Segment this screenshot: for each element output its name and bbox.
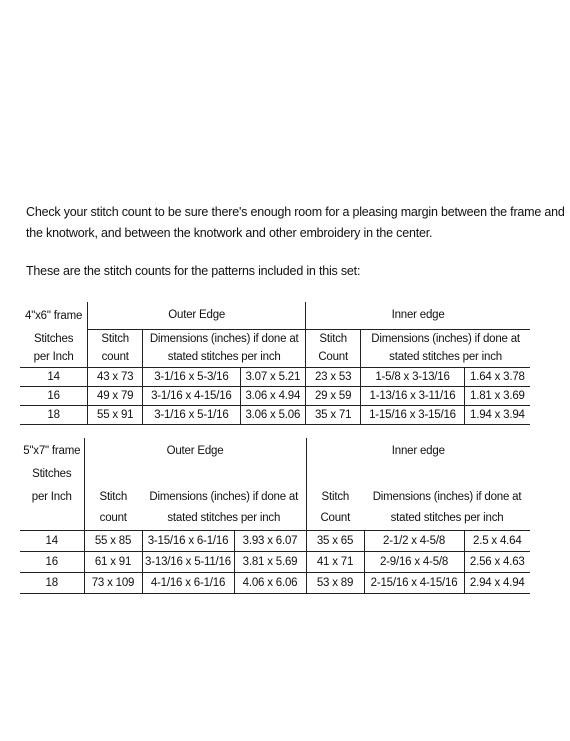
frame-label: 4"x6" frame: [20, 302, 88, 329]
outer-dimensions-header-2: stated stitches per inch: [142, 506, 306, 530]
inner-edge-header: Inner edge: [306, 438, 530, 464]
outer-fraction-cell: 3-1/16 x 5-1/16: [143, 405, 240, 424]
outer-fraction-cell: 3-1/16 x 5-3/16: [143, 367, 240, 386]
table-row: [20, 530, 530, 551]
outer-dimensions-header: Dimensions (inches) if done at: [149, 491, 299, 503]
inner-edge-header: Inner edge: [306, 302, 530, 329]
inner-count-cell: 35 x 71: [306, 405, 361, 424]
inner-fraction-cell: 1-15/16 x 3-15/16: [361, 405, 465, 424]
inner-decimal-cell: 1.81 x 3.69: [464, 386, 530, 405]
inner-fraction-cell: 2-15/16 x 4-15/16: [364, 572, 464, 593]
inner-count-header-2: Count: [306, 348, 361, 367]
spi-cell: 16: [20, 551, 84, 572]
inner-count-cell: 23 x 53: [306, 367, 361, 386]
outer-count-cell: 61 x 91: [84, 551, 142, 572]
inner-dimensions-header-2: stated stitches per inch: [361, 348, 530, 367]
intro-line-1: Check your stitch count to be sure there's enough room for a pleasing margin between the frame and: [26, 205, 565, 219]
outer-decimal-cell: 3.93 x 6.07: [234, 530, 306, 551]
inner-decimal-cell: 2.56 x 4.63: [464, 551, 530, 572]
spi-cell: 18: [20, 405, 88, 424]
inner-decimal-cell: 2.5 x 4.64: [464, 530, 530, 551]
outer-count-header: Stitch: [99, 491, 128, 503]
inner-fraction-cell: 2-9/16 x 4-5/8: [364, 551, 464, 572]
per-inch-label: per Inch: [20, 488, 84, 506]
stitch-table-4x6: [20, 302, 530, 425]
spi-cell: 18: [20, 572, 84, 593]
inner-count-cell: 35 x 65: [306, 530, 364, 551]
outer-count-cell: 55 x 91: [88, 405, 143, 424]
frame-label: 5"x7" frame: [20, 438, 84, 464]
outer-count-cell: 43 x 73: [88, 367, 143, 386]
outer-edge-header: Outer Edge: [166, 445, 224, 457]
outer-dimensions-header-2: stated stitches per inch: [143, 348, 306, 367]
spi-cell: 14: [20, 367, 88, 386]
outer-decimal-cell: 3.06 x 4.94: [240, 386, 306, 405]
spi-cell: 16: [20, 386, 88, 405]
inner-decimal-cell: 1.94 x 3.94: [464, 405, 530, 424]
outer-decimal-cell: 3.81 x 5.69: [234, 551, 306, 572]
inner-count-header-2: Count: [306, 506, 364, 530]
spi-cell: 14: [20, 530, 84, 551]
inner-fraction-cell: 1-5/8 x 3-13/16: [361, 367, 465, 386]
inner-dimensions-header-2: stated stitches per inch: [364, 506, 530, 530]
outer-fraction-cell: 3-1/16 x 4-15/16: [143, 386, 240, 405]
table-row: [20, 405, 530, 424]
stitches-label: Stitches: [20, 464, 84, 484]
outer-fraction-cell: 3-13/16 x 5-11/16: [142, 551, 234, 572]
inner-count-cell: 41 x 71: [306, 551, 364, 572]
outer-count-header-2: count: [88, 348, 143, 367]
intro-line-2: the knotwork, and between the knotwork and other embroidery in the center.: [26, 226, 433, 240]
inner-dimensions-header: Dimensions (inches) if done at: [361, 329, 530, 348]
outer-count-header: Stitch: [88, 329, 143, 348]
stitch-table-5x7: [20, 438, 530, 594]
per-inch-label: per Inch: [20, 348, 88, 367]
outer-count-cell: 49 x 79: [88, 386, 143, 405]
outer-fraction-cell: 4-1/16 x 6-1/16: [142, 572, 234, 593]
outer-count-cell: 73 x 109: [84, 572, 142, 593]
inner-dimensions-header: Dimensions (inches) if done at: [372, 491, 522, 503]
table-row: [20, 367, 530, 386]
inner-count-cell: 29 x 59: [306, 386, 361, 405]
outer-edge-header: Outer Edge: [168, 309, 226, 322]
outer-decimal-cell: 4.06 x 6.06: [234, 572, 306, 593]
outer-fraction-cell: 3-15/16 x 6-1/16: [142, 530, 234, 551]
outer-decimal-cell: 3.07 x 5.21: [240, 367, 306, 386]
outer-dimensions-header: Dimensions (inches) if done at: [143, 329, 306, 348]
table-row: [20, 551, 530, 572]
inner-decimal-cell: 2.94 x 4.94: [464, 572, 530, 593]
intro-line-3: These are the stitch counts for the patterns included in this set:: [26, 264, 361, 278]
inner-count-cell: 53 x 89: [306, 572, 364, 593]
outer-decimal-cell: 3.06 x 5.06: [240, 405, 306, 424]
inner-count-header: Stitch: [306, 329, 361, 348]
inner-fraction-cell: 2-1/2 x 4-5/8: [364, 530, 464, 551]
outer-count-cell: 55 x 85: [84, 530, 142, 551]
outer-count-header-2: count: [84, 506, 142, 530]
inner-decimal-cell: 1.64 x 3.78: [464, 367, 530, 386]
table-row: [20, 386, 530, 405]
inner-fraction-cell: 1-13/16 x 3-11/16: [361, 386, 465, 405]
table-row: [20, 572, 530, 593]
inner-count-header: Stitch: [306, 488, 364, 506]
stitches-label: Stitches: [20, 329, 88, 348]
